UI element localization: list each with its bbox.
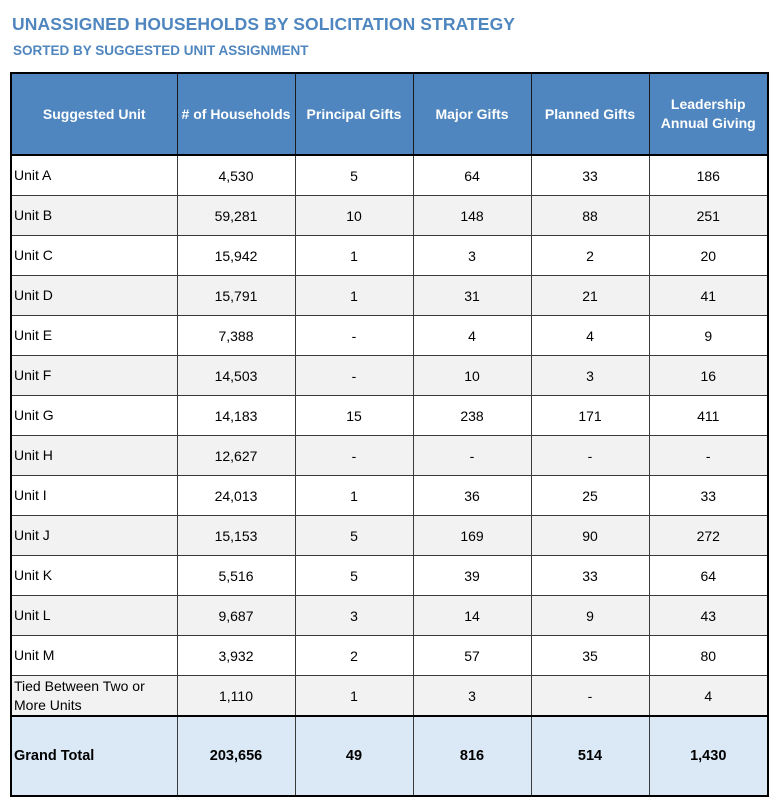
cell-households: 24,013 [177,476,295,516]
households-table [10,72,769,797]
cell-planned-gifts: 33 [531,556,649,596]
table-header [11,73,768,155]
cell-households: 15,153 [177,516,295,556]
table-body [11,155,768,796]
cell-major-gifts: 169 [413,516,531,556]
cell-major-gifts: 3 [413,236,531,276]
cell-principal-gifts: - [295,356,413,396]
cell-principal-gifts: 5 [295,516,413,556]
cell-unit: Unit J [11,516,177,556]
cell-households: 7,388 [177,316,295,356]
cell-unit: Unit L [11,596,177,636]
cell-unit: Unit C [11,236,177,276]
cell-leadership-annual-giving: 64 [649,556,768,596]
cell-leadership-annual-giving: 272 [649,516,768,556]
cell-households: 9,687 [177,596,295,636]
cell-major-gifts: 31 [413,276,531,316]
cell-planned-gifts: 90 [531,516,649,556]
cell-major-gifts: 148 [413,196,531,236]
report-subtitle: SORTED BY SUGGESTED UNIT ASSIGNMENT [13,43,309,58]
cell-major-gifts: 4 [413,316,531,356]
cell-unit: Unit B [11,196,177,236]
cell-planned-gifts: 171 [531,396,649,436]
table-row [11,636,768,676]
cell-leadership-annual-giving: 80 [649,636,768,676]
cell-unit: Unit I [11,476,177,516]
cell-planned-gifts: 25 [531,476,649,516]
cell-principal-gifts: 1 [295,676,413,717]
cell-leadership-annual-giving: 411 [649,396,768,436]
grand-total-row [11,716,768,796]
cell-leadership-annual-giving: 16 [649,356,768,396]
grand-total-planned-gifts: 514 [531,716,649,796]
cell-households: 5,516 [177,556,295,596]
cell-planned-gifts: 4 [531,316,649,356]
cell-principal-gifts: 2 [295,636,413,676]
cell-planned-gifts: 35 [531,636,649,676]
cell-major-gifts: 14 [413,596,531,636]
cell-planned-gifts: 21 [531,276,649,316]
cell-leadership-annual-giving: 41 [649,276,768,316]
cell-leadership-annual-giving: - [649,436,768,476]
cell-unit: Unit H [11,436,177,476]
cell-planned-gifts: - [531,676,649,717]
cell-principal-gifts: 5 [295,556,413,596]
col-header-leadership-annual-giving: Leadership Annual Giving [649,73,768,155]
cell-planned-gifts: 3 [531,356,649,396]
cell-leadership-annual-giving: 33 [649,476,768,516]
cell-unit: Unit F [11,356,177,396]
cell-principal-gifts: 1 [295,476,413,516]
cell-unit: Unit M [11,636,177,676]
table-row [11,276,768,316]
col-header-principal-gifts: Principal Gifts [295,73,413,155]
table-row [11,236,768,276]
cell-unit: Unit K [11,556,177,596]
table-row [11,436,768,476]
cell-major-gifts: 10 [413,356,531,396]
cell-leadership-annual-giving: 251 [649,196,768,236]
cell-unit: Unit D [11,276,177,316]
cell-households: 3,932 [177,636,295,676]
table-row [11,596,768,636]
cell-unit: Tied Between Two or More Units [11,676,177,717]
grand-total-leadership-annual-giving: 1,430 [649,716,768,796]
cell-major-gifts: 39 [413,556,531,596]
cell-leadership-annual-giving: 9 [649,316,768,356]
cell-households: 1,110 [177,676,295,717]
cell-principal-gifts: 10 [295,196,413,236]
table-row [11,356,768,396]
table-row [11,516,768,556]
grand-total-principal-gifts: 49 [295,716,413,796]
cell-planned-gifts: - [531,436,649,476]
cell-planned-gifts: 9 [531,596,649,636]
table-row [11,476,768,516]
cell-principal-gifts: 1 [295,236,413,276]
cell-unit: Unit G [11,396,177,436]
cell-leadership-annual-giving: 20 [649,236,768,276]
cell-leadership-annual-giving: 4 [649,676,768,717]
cell-households: 15,942 [177,236,295,276]
col-header-suggested-unit: Suggested Unit [11,73,177,155]
table-row [11,556,768,596]
cell-principal-gifts: - [295,316,413,356]
cell-households: 15,791 [177,276,295,316]
col-header-planned-gifts: Planned Gifts [531,73,649,155]
table-row [11,316,768,356]
cell-principal-gifts: - [295,436,413,476]
table-row [11,196,768,236]
col-header-major-gifts: Major Gifts [413,73,531,155]
cell-principal-gifts: 5 [295,155,413,196]
cell-major-gifts: 64 [413,155,531,196]
cell-households: 12,627 [177,436,295,476]
cell-planned-gifts: 88 [531,196,649,236]
table-row [11,676,768,717]
cell-principal-gifts: 15 [295,396,413,436]
cell-leadership-annual-giving: 43 [649,596,768,636]
cell-unit: Unit A [11,155,177,196]
table-row [11,396,768,436]
grand-total-label: Grand Total [11,716,177,796]
cell-leadership-annual-giving: 186 [649,155,768,196]
cell-major-gifts: 36 [413,476,531,516]
report-title: UNASSIGNED HOUSEHOLDS BY SOLICITATION STRATEGY [12,14,516,34]
cell-principal-gifts: 3 [295,596,413,636]
cell-major-gifts: 3 [413,676,531,717]
header-row [11,73,768,155]
cell-households: 14,183 [177,396,295,436]
cell-planned-gifts: 2 [531,236,649,276]
cell-households: 4,530 [177,155,295,196]
grand-total-households: 203,656 [177,716,295,796]
col-header-households: # of Households [177,73,295,155]
cell-major-gifts: 238 [413,396,531,436]
cell-planned-gifts: 33 [531,155,649,196]
cell-major-gifts: - [413,436,531,476]
grand-total-major-gifts: 816 [413,716,531,796]
cell-unit: Unit E [11,316,177,356]
cell-principal-gifts: 1 [295,276,413,316]
cell-major-gifts: 57 [413,636,531,676]
cell-households: 14,503 [177,356,295,396]
table-row [11,155,768,196]
cell-households: 59,281 [177,196,295,236]
